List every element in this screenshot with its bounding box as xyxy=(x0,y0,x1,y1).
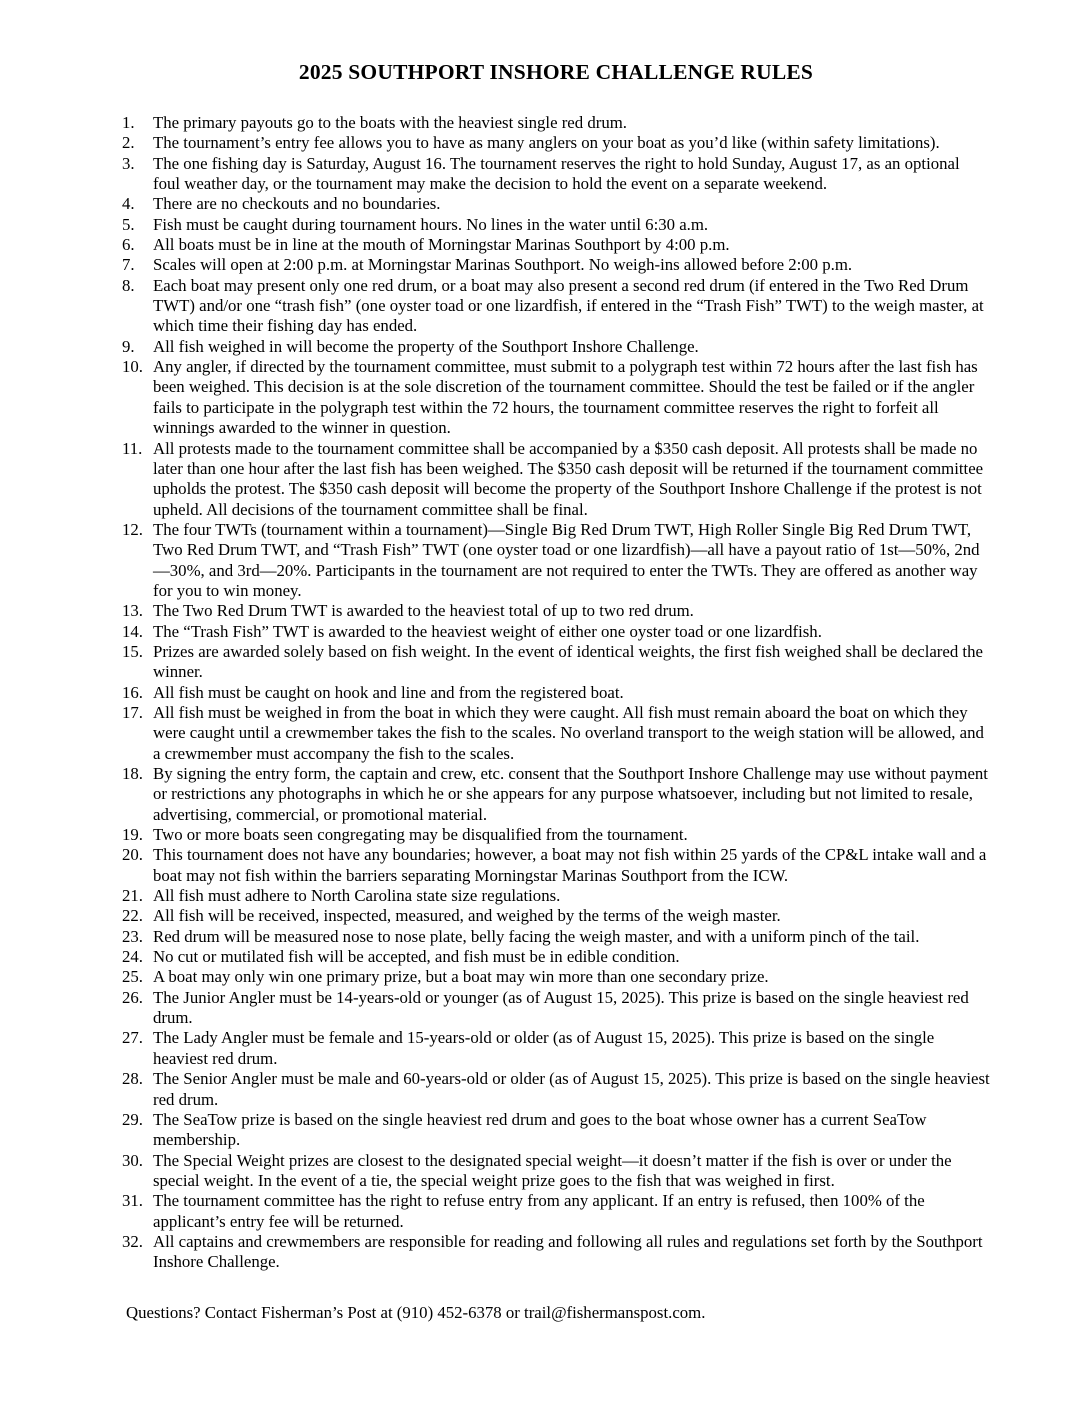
rule-number: 4. xyxy=(122,194,135,214)
rule-text: Scales will open at 2:00 p.m. at Morningstar Marinas Southport. No weigh-ins allowed before 2:00 p.m. xyxy=(153,255,853,275)
rule-text: The Senior Angler must be male and 60-years-old or older (as of August 15, 2025). This prize is based on the single heaviest red drum. xyxy=(153,1069,990,1109)
rule-text: Two or more boats seen congregating may be disqualified from the tournament. xyxy=(153,825,688,845)
rule-text: The Lady Angler must be female and 15-years-old or older (as of August 15, 2025). This prize is based on the single heaviest red drum. xyxy=(153,1028,935,1068)
rule-number: 16. xyxy=(122,682,143,702)
rule-number: 32. xyxy=(122,1231,143,1251)
rule-item xyxy=(122,622,990,642)
rule-text: All protests made to the tournament committee shall be accompanied by a $350 cash deposit. All protests shall be made no later than one hour after the last fish has been weighed. The $350 cash deposit will be returned if the tournament committee upholds the protest. The $350 cash deposit will become the property of the Southport Inshore Challenge if the protest is not upheld. All decisions of the tournament committee shall be final. xyxy=(153,438,984,519)
rule-item xyxy=(122,113,990,133)
rule-item xyxy=(122,764,990,825)
rule-item xyxy=(122,642,990,683)
rule-text: The one fishing day is Saturday, August 16. The tournament reserves the right to hold Sunday, August 17, as an optional foul weather day, or the tournament may make the decision to hold the event on a separate weekend. xyxy=(153,153,960,194)
rule-number: 1. xyxy=(122,113,135,132)
rule-number: 25. xyxy=(122,967,143,987)
rule-text: The SeaTow prize is based on the single heaviest red drum and goes to the boat whose owner has a current SeaTow membership. xyxy=(153,1109,927,1150)
rule-text: The primary payouts go to the boats with the heaviest single red drum. xyxy=(153,113,627,132)
page-title: 2025 SOUTHPORT INSHORE CHALLENGE RULES xyxy=(298,60,814,84)
rule-number: 17. xyxy=(122,702,143,722)
rule-text: All fish weighed in will become the property of the Southport Inshore Challenge. xyxy=(153,336,699,356)
rule-item xyxy=(122,1191,990,1232)
rule-number: 18. xyxy=(122,764,143,783)
rule-text: All fish will be received, inspected, measured, and weighed by the terms of the weigh master. xyxy=(153,906,781,926)
rule-item xyxy=(122,215,990,235)
rule-item xyxy=(122,276,990,337)
rule-item xyxy=(122,1110,990,1151)
rule-number: 26. xyxy=(122,987,143,1007)
rule-item xyxy=(122,520,990,601)
rule-text: No cut or mutilated fish will be accepted, and fish must be in edible condition. xyxy=(153,947,680,967)
rule-text: All fish must be weighed in from the boat in which they were caught. All fish must remain aboard the boat on which they were caught until a crewmember takes the fish to the scales. No overland transport to the weigh station will be allowed, and a crewmember must accompany the fish to the scales. xyxy=(153,702,984,763)
rule-item xyxy=(122,235,990,255)
rule-text: Prizes are awarded solely based on fish weight. In the event of identical weights, the first fish weighed shall be declared the winner. xyxy=(153,641,983,682)
rule-number: 14. xyxy=(122,621,143,641)
rule-number: 6. xyxy=(122,235,135,255)
rule-number: 11. xyxy=(122,438,143,458)
rule-item xyxy=(122,1232,990,1273)
rule-text: Fish must be caught during tournament hours. No lines in the water until 6:30 a.m. xyxy=(153,214,709,234)
rule-number: 8. xyxy=(122,275,135,295)
rule-item xyxy=(122,967,990,987)
rule-number: 5. xyxy=(122,214,135,234)
rule-item xyxy=(122,906,990,926)
rule-item xyxy=(122,337,990,357)
rule-text: The tournament’s entry fee allows you to have as many anglers on your boat as you’d like (within safety limitations). xyxy=(153,133,940,153)
rule-number: 30. xyxy=(122,1150,143,1170)
rule-item xyxy=(122,825,990,845)
rule-text: Red drum will be measured nose to nose plate, belly facing the weigh master, and with a uniform pinch of the tail. xyxy=(153,926,920,946)
rule-item xyxy=(122,357,990,438)
rule-number: 23. xyxy=(122,926,143,946)
rule-number: 28. xyxy=(122,1069,143,1089)
rule-number: 31. xyxy=(122,1191,143,1211)
rule-number: 12. xyxy=(122,519,143,539)
rule-item xyxy=(122,194,990,214)
rule-number: 2. xyxy=(122,133,135,153)
rule-item xyxy=(122,1028,990,1069)
rule-text: The tournament committee has the right to refuse entry from any applicant. If an entry is refused, then 100% of the applicant’s entry fee will be returned. xyxy=(153,1191,925,1231)
rule-number: 19. xyxy=(122,825,143,845)
rule-item xyxy=(122,927,990,947)
rule-text: The “Trash Fish” TWT is awarded to the heaviest weight of either one oyster toad or one lizardfish. xyxy=(153,621,822,641)
rule-number: 10. xyxy=(122,357,143,377)
rule-number: 15. xyxy=(122,641,143,661)
rule-item xyxy=(122,886,990,906)
contact-line: Questions? Contact Fisherman’s Post at (910) 452-6378 or trail@fishermanspost.com. xyxy=(126,1302,706,1322)
rule-item xyxy=(122,1069,990,1110)
rule-item xyxy=(122,154,990,195)
rule-number: 20. xyxy=(122,845,143,865)
rule-text: All captains and crewmembers are responsible for reading and following all rules and regulations set forth by the Southport Inshore Challenge. xyxy=(153,1231,983,1272)
rule-number: 7. xyxy=(122,255,135,275)
rule-text: The Two Red Drum TWT is awarded to the heaviest total of up to two red drum. xyxy=(153,601,694,621)
rule-text: Any angler, if directed by the tournament committee, must submit to a polygraph test within 72 hours after the last fish has been weighed. This decision is at the sole discretion of the tournament committee. Should the test be failed or if the angler fails to participate in the polygraph test within the 72 hours, the tournament committee reserves the right to forfeit all winnings awarded to the winner in question. xyxy=(153,357,978,438)
rules-list xyxy=(122,113,990,1273)
rule-item xyxy=(122,255,990,275)
rule-item xyxy=(122,683,990,703)
rule-item xyxy=(122,1151,990,1192)
rule-item xyxy=(122,439,990,520)
rule-item xyxy=(122,947,990,967)
rule-number: 24. xyxy=(122,947,143,967)
rule-text: The Junior Angler must be 14-years-old or younger (as of August 15, 2025). This prize is based on the single heaviest red drum. xyxy=(153,987,969,1028)
rule-number: 13. xyxy=(122,601,143,621)
rule-number: 29. xyxy=(122,1109,143,1129)
rule-text: The Special Weight prizes are closest to the designated special weight—it doesn’t matter if the fish is over or under the special weight. In the event of a tie, the special weight prize goes to the fish that was weighed in first. xyxy=(153,1150,952,1190)
rule-text: All fish must adhere to North Carolina state size regulations. xyxy=(153,886,561,906)
rule-item xyxy=(122,988,990,1029)
rule-item xyxy=(122,133,990,153)
rule-number: 9. xyxy=(122,336,135,356)
rule-text: This tournament does not have any boundaries; however, a boat may not fish within 25 yards of the CP&L intake wall and a boat may not fish within the barriers separating Morningstar Marinas Southport from the ICW. xyxy=(153,845,987,885)
rule-number: 22. xyxy=(122,906,143,926)
rule-number: 21. xyxy=(122,886,143,906)
rule-number: 27. xyxy=(122,1028,143,1048)
rule-number: 3. xyxy=(122,153,135,173)
rule-text: All boats must be in line at the mouth of Morningstar Marinas Southport by 4:00 p.m. xyxy=(153,235,730,255)
rule-text: A boat may only win one primary prize, but a boat may win more than one secondary prize. xyxy=(153,967,769,987)
rule-text: Each boat may present only one red drum, or a boat may also present a second red drum (if entered in the Two Red Drum TWT) and/or one “trash fish” (one oyster toad or one lizardfish, if entered in the “Trash Fish” TWT) to the weigh master, at which time their fishing day has ended. xyxy=(153,275,984,336)
rule-item xyxy=(122,845,990,886)
rule-text: The four TWTs (tournament within a tournament)—Single Big Red Drum TWT, High Roller Single Big Red Drum TWT, Two Red Drum TWT, and “Trash Fish” TWT (one oyster toad or one lizardfish)—all have a payout ratio of 1st—50%, 2nd—30%, and 3rd—20%. Participants in the tournament are not required to enter the TWTs. They are offered as another way for you to win money. xyxy=(153,519,980,600)
rule-item xyxy=(122,601,990,621)
rule-text: All fish must be caught on hook and line and from the registered boat. xyxy=(153,682,624,702)
rule-item xyxy=(122,703,990,764)
rule-text: By signing the entry form, the captain and crew, etc. consent that the Southport Inshore Challenge may use without payment or restrictions any photographs in which he or she appears for any purpose whatsoever, including but not limited to resale, advertising, commercial, or promotional material. xyxy=(153,764,988,824)
rule-text: There are no checkouts and no boundaries. xyxy=(153,194,441,214)
